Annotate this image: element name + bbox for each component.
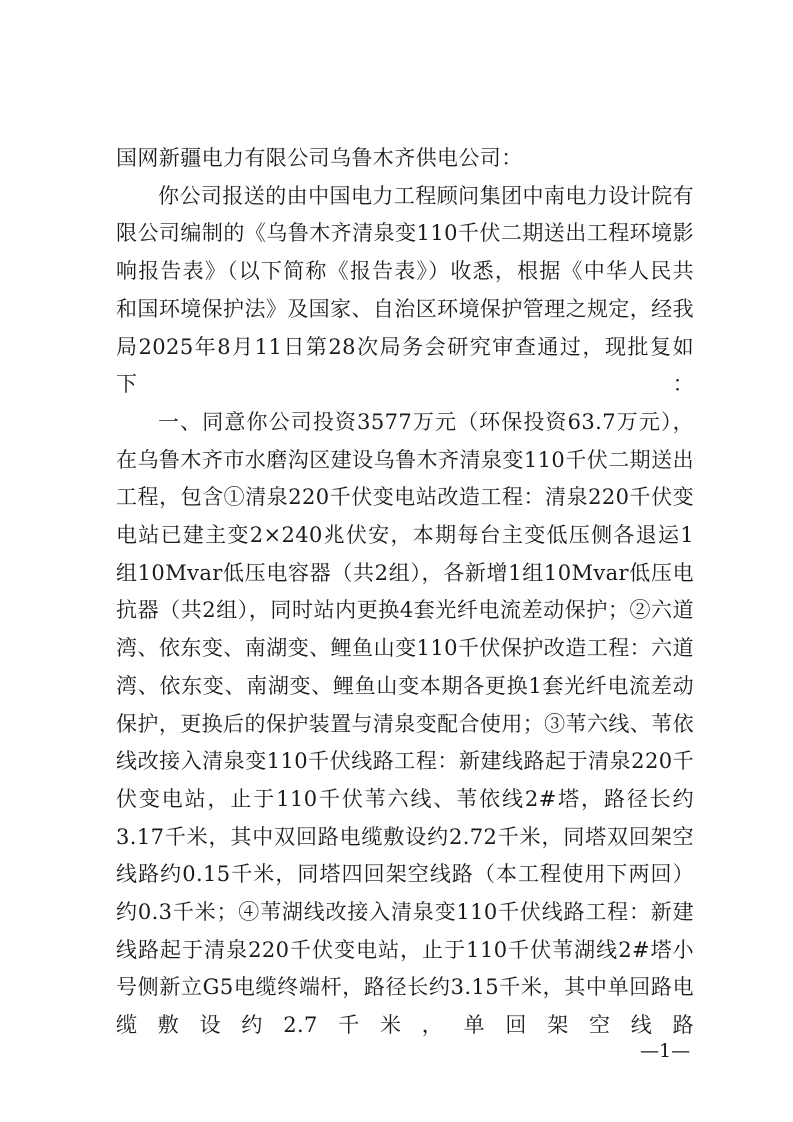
approval-item-1-paragraph: 一、同意你公司投资3577万元（环保投资63.7万元），在乌鲁木齐市水磨沟区建设乌鲁木齐清泉变110千伏二期送出工程，包含①清泉220千伏变电站改造工程：清泉220千伏变电站已建主变2×240兆伏安，本期每台主变低压侧各退运1组10Mvar低压电容器（共2组），各新增1组10Mvar低压电抗器（共2组），同时站内更换4套光纤电流差动保护；②六道湾、依东变、南湖变、鲤鱼山变110千伏保护改造工程：六道湾、依东变、南湖变、鲤鱼山变本期各更换1套光纤电流差动保护，更换后的保护装置与清泉变配合使用；③苇六线、苇依线改接入清泉变110千伏线路工程：新建线路起于清泉220千伏变电站，止于110千伏苇六线、苇依线2#塔，路径长约3.17千米，其中双回路电缆敷设约2.72千米，同塔双回架空线路约0.15千米，同塔四回架空线路（本工程使用下两回）约0.3千米；④苇湖线改接入清泉变110千伏线路工程：新建线路起于清泉220千伏变电站，止于110千伏苇湖线2#塔小号侧新立G5电缆终端杆，路径长约3.15千米，其中单回路电缆敷设约2.7千米，单回架空线路 (116, 409, 694, 1038)
addressee-line: 国网新疆电力有限公司乌鲁木齐供电公司： (116, 146, 523, 170)
document-body (116, 140, 694, 1045)
intro-paragraph: 你公司报送的由中国电力工程顾问集团中南电力设计院有限公司编制的《乌鲁木齐清泉变110千伏二期送出工程环境影响报告表》（以下简称《报告表》）收悉，根据《中华人民共和国环境保护法》及国家、自治区环境保护管理之规定，经我局2025年8月11日第28次局务会研究审查通过，现批复如下： (116, 183, 694, 397)
page-number: —1— (640, 1040, 691, 1062)
